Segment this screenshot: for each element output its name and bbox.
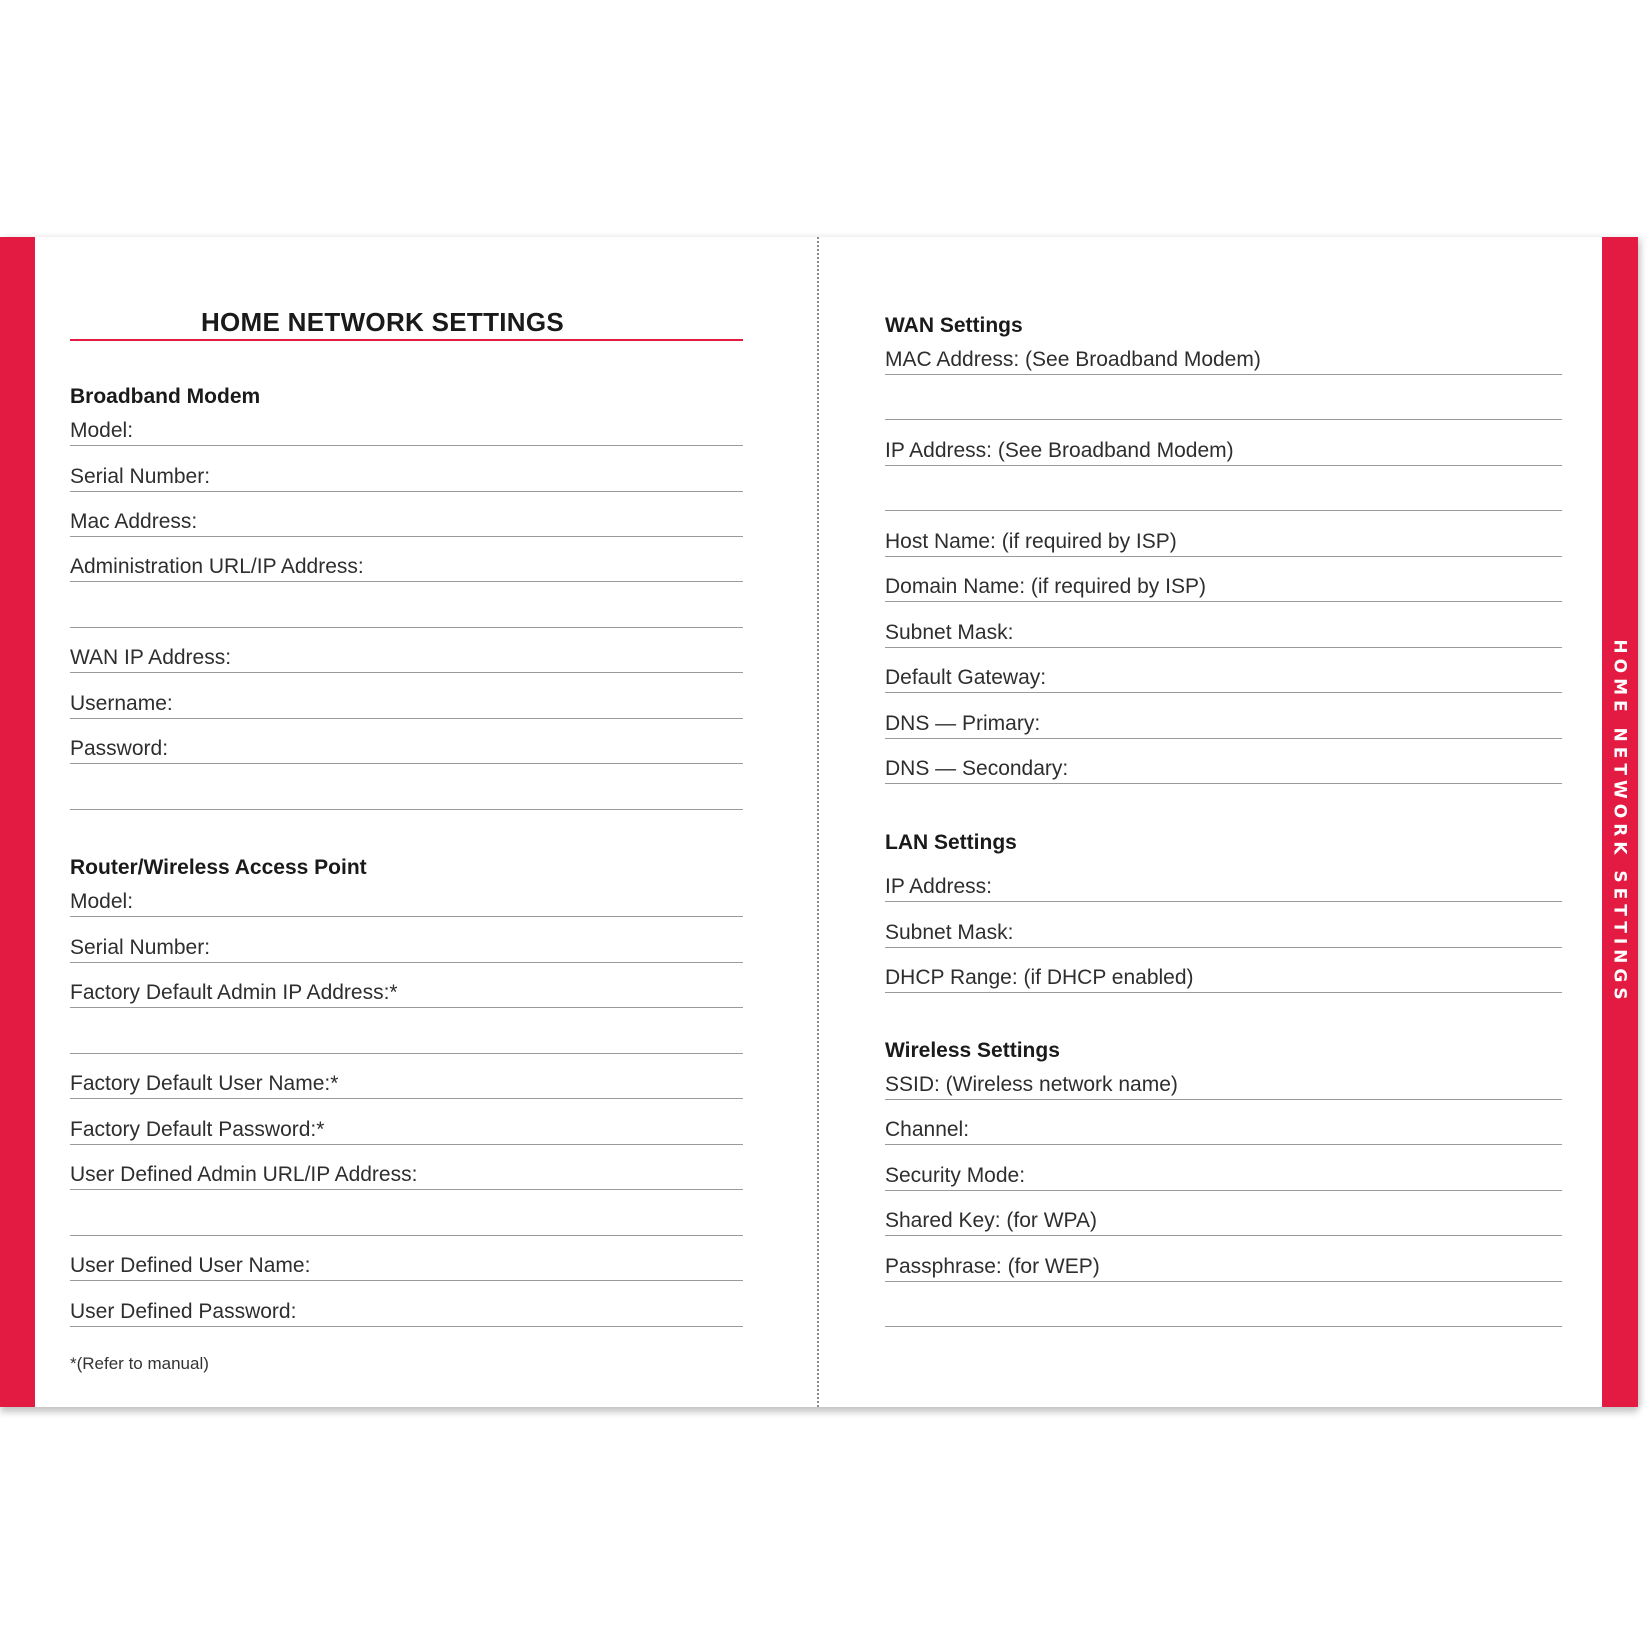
router-user-url-field[interactable] <box>70 1163 743 1190</box>
wan-ip-line-2[interactable] <box>885 510 1562 511</box>
wan-subnet-field[interactable] <box>885 621 1562 648</box>
wireless-channel-field[interactable] <box>885 1118 1562 1145</box>
field-label: Factory Default Password:* <box>70 1118 325 1141</box>
wan-dns-secondary-field[interactable] <box>885 757 1562 784</box>
field-label: DNS — Primary: <box>885 712 1041 735</box>
field-label: Mac Address: <box>70 510 198 533</box>
field-label: User Defined User Name: <box>70 1254 311 1277</box>
field-label: Model: <box>70 419 134 442</box>
field-label: Shared Key: (for WPA) <box>885 1209 1098 1232</box>
field-label: Default Gateway: <box>885 666 1047 689</box>
wireless-shared-key-field[interactable] <box>885 1209 1562 1236</box>
field-label: Factory Default Admin IP Address:* <box>70 981 398 1004</box>
lan-ip-field[interactable] <box>885 875 1562 902</box>
booklet-spread <box>0 237 1638 1407</box>
router-heading: Router/Wireless Access Point <box>70 856 367 879</box>
field-label: IP Address: (See Broadband Modem) <box>885 439 1234 462</box>
router-serial-field[interactable] <box>70 936 743 963</box>
broadband-modem-heading: Broadband Modem <box>70 385 261 408</box>
broadband-model-field[interactable] <box>70 419 743 446</box>
wan-host-field[interactable] <box>885 530 1562 557</box>
lan-subnet-field[interactable] <box>885 921 1562 948</box>
router-model-field[interactable] <box>70 890 743 917</box>
field-label: User Defined Password: <box>70 1300 297 1323</box>
field-label: Subnet Mask: <box>885 621 1014 644</box>
broadband-username-field[interactable] <box>70 692 743 719</box>
router-factory-user-field[interactable] <box>70 1072 743 1099</box>
field-label: Model: <box>70 890 134 913</box>
wireless-ssid-field[interactable] <box>885 1073 1562 1100</box>
field-label: Password: <box>70 737 169 760</box>
field-label: MAC Address: (See Broadband Modem) <box>885 348 1261 371</box>
broadband-mac-field[interactable] <box>70 510 743 537</box>
field-label: DHCP Range: (if DHCP enabled) <box>885 966 1194 989</box>
broadband-admin-url-line-2[interactable] <box>70 627 743 628</box>
broadband-wan-ip-field[interactable] <box>70 646 743 673</box>
field-label: Passphrase: (for WEP) <box>885 1255 1100 1278</box>
router-user-name-field[interactable] <box>70 1254 743 1281</box>
wireless-settings-heading: Wireless Settings <box>885 1039 1060 1062</box>
router-factory-ip-line-2[interactable] <box>70 1053 743 1054</box>
broadband-admin-url-field[interactable] <box>70 555 743 582</box>
wireless-passphrase-line-2[interactable] <box>885 1326 1562 1327</box>
broadband-extra-line[interactable] <box>70 809 743 810</box>
wan-mac-field[interactable] <box>885 348 1562 375</box>
field-label: Serial Number: <box>70 465 211 488</box>
router-user-url-line-2[interactable] <box>70 1235 743 1236</box>
field-label: DNS — Secondary: <box>885 757 1069 780</box>
router-user-pass-field[interactable] <box>70 1300 743 1327</box>
page-title-text: HOME NETWORK SETTINGS <box>200 307 565 337</box>
field-label: Factory Default User Name:* <box>70 1072 339 1095</box>
side-tab-label: HOME NETWORK SETTINGS <box>1610 639 1631 1005</box>
field-label: Serial Number: <box>70 936 211 959</box>
wan-mac-line-2[interactable] <box>885 419 1562 420</box>
wan-gateway-field[interactable] <box>885 666 1562 693</box>
lan-dhcp-field[interactable] <box>885 966 1562 993</box>
field-label: User Defined Admin URL/IP Address: <box>70 1163 418 1186</box>
field-label: WAN IP Address: <box>70 646 232 669</box>
footnote: *(Refer to manual) <box>70 1354 209 1373</box>
router-factory-pass-field[interactable] <box>70 1118 743 1145</box>
side-tab <box>1602 237 1638 1407</box>
wireless-passphrase-field[interactable] <box>885 1255 1562 1282</box>
page-title <box>70 307 743 341</box>
field-label: Administration URL/IP Address: <box>70 555 364 578</box>
wan-ip-field[interactable] <box>885 439 1562 466</box>
router-factory-ip-field[interactable] <box>70 981 743 1008</box>
wireless-security-field[interactable] <box>885 1164 1562 1191</box>
field-label: Username: <box>70 692 173 715</box>
field-label: Channel: <box>885 1118 970 1141</box>
field-label: IP Address: <box>885 875 993 898</box>
field-label: Host Name: (if required by ISP) <box>885 530 1177 553</box>
field-label: Domain Name: (if required by ISP) <box>885 575 1206 598</box>
broadband-serial-field[interactable] <box>70 465 743 492</box>
field-label: Security Mode: <box>885 1164 1026 1187</box>
field-label: SSID: (Wireless network name) <box>885 1073 1178 1096</box>
wan-domain-field[interactable] <box>885 575 1562 602</box>
lan-settings-heading: LAN Settings <box>885 831 1017 854</box>
field-label: Subnet Mask: <box>885 921 1014 944</box>
page-spine <box>817 237 819 1407</box>
left-red-edge <box>0 237 35 1407</box>
wan-dns-primary-field[interactable] <box>885 712 1562 739</box>
wan-settings-heading: WAN Settings <box>885 314 1023 337</box>
broadband-password-field[interactable] <box>70 737 743 764</box>
